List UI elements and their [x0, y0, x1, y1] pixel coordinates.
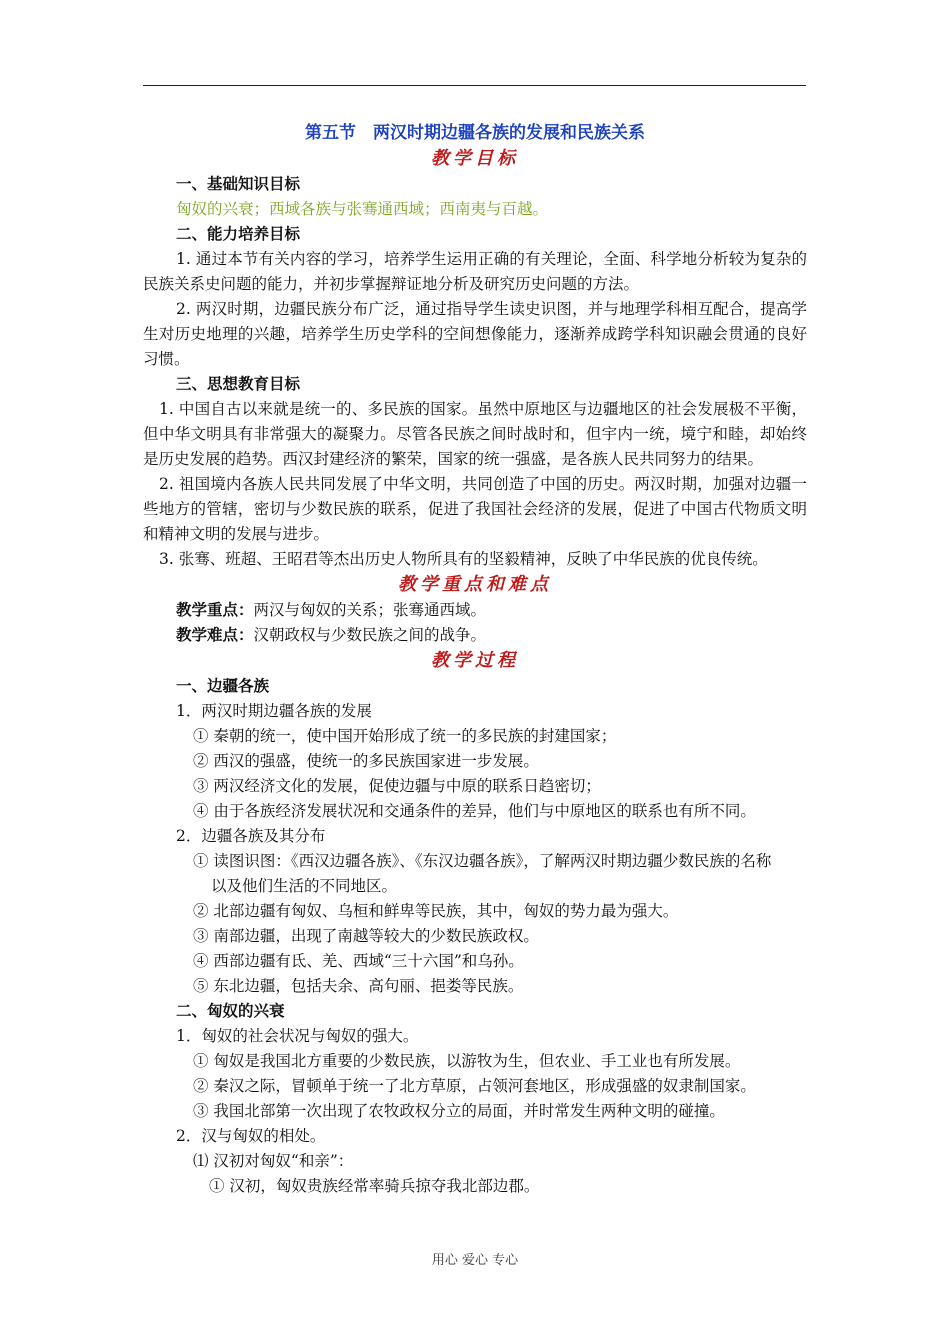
difficulty-text: 汉朝政权与少数民族之间的战争。	[253, 626, 487, 644]
list-item: ① 匈奴是我国北方重要的少数民族，以游牧为生，但农业、手工业也有所发展。	[193, 1052, 741, 1070]
section-heading: 二、匈奴的兴衰	[176, 1002, 285, 1020]
difficulty-line	[143, 623, 807, 648]
banner-teaching-goals: 教学目标	[431, 148, 519, 169]
list-item: ④ 西部边疆有氐、羌、西域“三十六国”和乌孙。	[193, 952, 524, 970]
list-item: ⑤ 东北边疆，包括夫余、高句丽、挹娄等民族。	[193, 977, 524, 995]
list-item-continuation: 以及他们生活的不同地区。	[211, 877, 398, 895]
key-point-line	[143, 598, 807, 623]
header-rule	[143, 85, 806, 86]
list-item: 1．匈奴的社会状况与匈奴的强大。	[176, 1027, 419, 1045]
list-item: ② 西汉的强盛，使统一的多民族国家进一步发展。	[193, 752, 539, 770]
paragraph: 1. 通过本节有关内容的学习，培养学生运用正确的有关理论，全面、科学地分析较为复杂的民族关系史问题的能力，并初步掌握辩证地分析及研究历史问题的方法。	[143, 250, 807, 293]
list-item: ② 北部边疆有匈奴、乌桓和鲜卑等民族，其中，匈奴的势力最为强大。	[193, 902, 679, 920]
list-item: ③ 我国北部第一次出现了农牧政权分立的局面，并时常发生两种文明的碰撞。	[193, 1102, 725, 1120]
page-title: 第五节 两汉时期边疆各族的发展和民族关系	[305, 123, 645, 143]
banner-key-points: 教学重点和难点	[398, 574, 552, 595]
key-point-text: 两汉与匈奴的关系；张骞通西域。	[253, 601, 487, 619]
list-item: ③ 南部边疆，出现了南越等较大的少数民族政权。	[193, 927, 539, 945]
section-heading: 一、基础知识目标	[176, 175, 301, 193]
banner-teaching-process: 教学过程	[431, 650, 519, 671]
difficulty-label: 教学难点：	[176, 626, 254, 644]
list-item: ⑴ 汉初对匈奴“和亲”：	[193, 1152, 354, 1170]
paragraph: 1. 中国自古以来就是统一的、多民族的国家。虽然中原地区与边疆地区的社会发展极不平衡，但中华文明具有非常强大的凝聚力。尽管各民族之间时战时和，但宇内一统，境宁和睦，却始终是历史发展的趋势。西汉封建经济的繁荣，国家的统一强盛，是各族人民共同努力的结果。	[143, 400, 807, 468]
list-item: ② 秦汉之际，冒顿单于统一了北方草原，占领河套地区，形成强盛的奴隶制国家。	[193, 1077, 756, 1095]
section-heading: 一、边疆各族	[176, 677, 270, 695]
paragraph: 2. 祖国境内各族人民共同发展了中华文明，共同创造了中国的历史。两汉时期，加强对边疆一些地方的管辖，密切与少数民族的联系，促进了我国社会经济的发展，促进了中国古代物质文明和精神文明的发展与进步。	[143, 475, 807, 543]
section-heading: 三、思想教育目标	[176, 375, 301, 393]
list-item: ① 秦朝的统一，使中国开始形成了统一的多民族的封建国家；	[193, 727, 617, 745]
list-item: 2．汉与匈奴的相处。	[176, 1127, 326, 1145]
key-point-label: 教学重点：	[176, 601, 254, 619]
document-body	[143, 120, 807, 1199]
section-heading: 二、能力培养目标	[176, 225, 301, 243]
page-footer: 用心 爱心 专心	[431, 1253, 519, 1268]
paragraph: 3. 张骞、班超、王昭君等杰出历史人物所具有的坚毅精神，反映了中华民族的优良传统。	[159, 550, 768, 568]
list-item: ① 汉初，匈奴贵族经常率骑兵掠夺我北部边郡。	[209, 1177, 540, 1195]
paragraph: 2. 两汉时期，边疆民族分布广泛，通过指导学生读史识图，并与地理学科相互配合，提高学生对历史地理的兴趣，培养学生历史学科的空间想像能力，逐渐养成跨学科知识融会贯通的良好习惯。	[143, 300, 807, 368]
list-item: ③ 两汉经济文化的发展，促使边疆与中原的联系日趋密切；	[193, 777, 601, 795]
basic-knowledge-text: 匈奴的兴衰；西域各族与张骞通西域；西南夷与百越。	[176, 200, 549, 218]
list-item: ① 读图识图：《西汉边疆各族》、《东汉边疆各族》，了解两汉时期边疆少数民族的名称	[193, 852, 772, 870]
list-item: 1．两汉时期边疆各族的发展	[176, 702, 372, 720]
list-item: 2．边疆各族及其分布	[176, 827, 326, 845]
list-item: ④ 由于各族经济发展状况和交通条件的差异，他们与中原地区的联系也有所不同。	[193, 802, 756, 820]
